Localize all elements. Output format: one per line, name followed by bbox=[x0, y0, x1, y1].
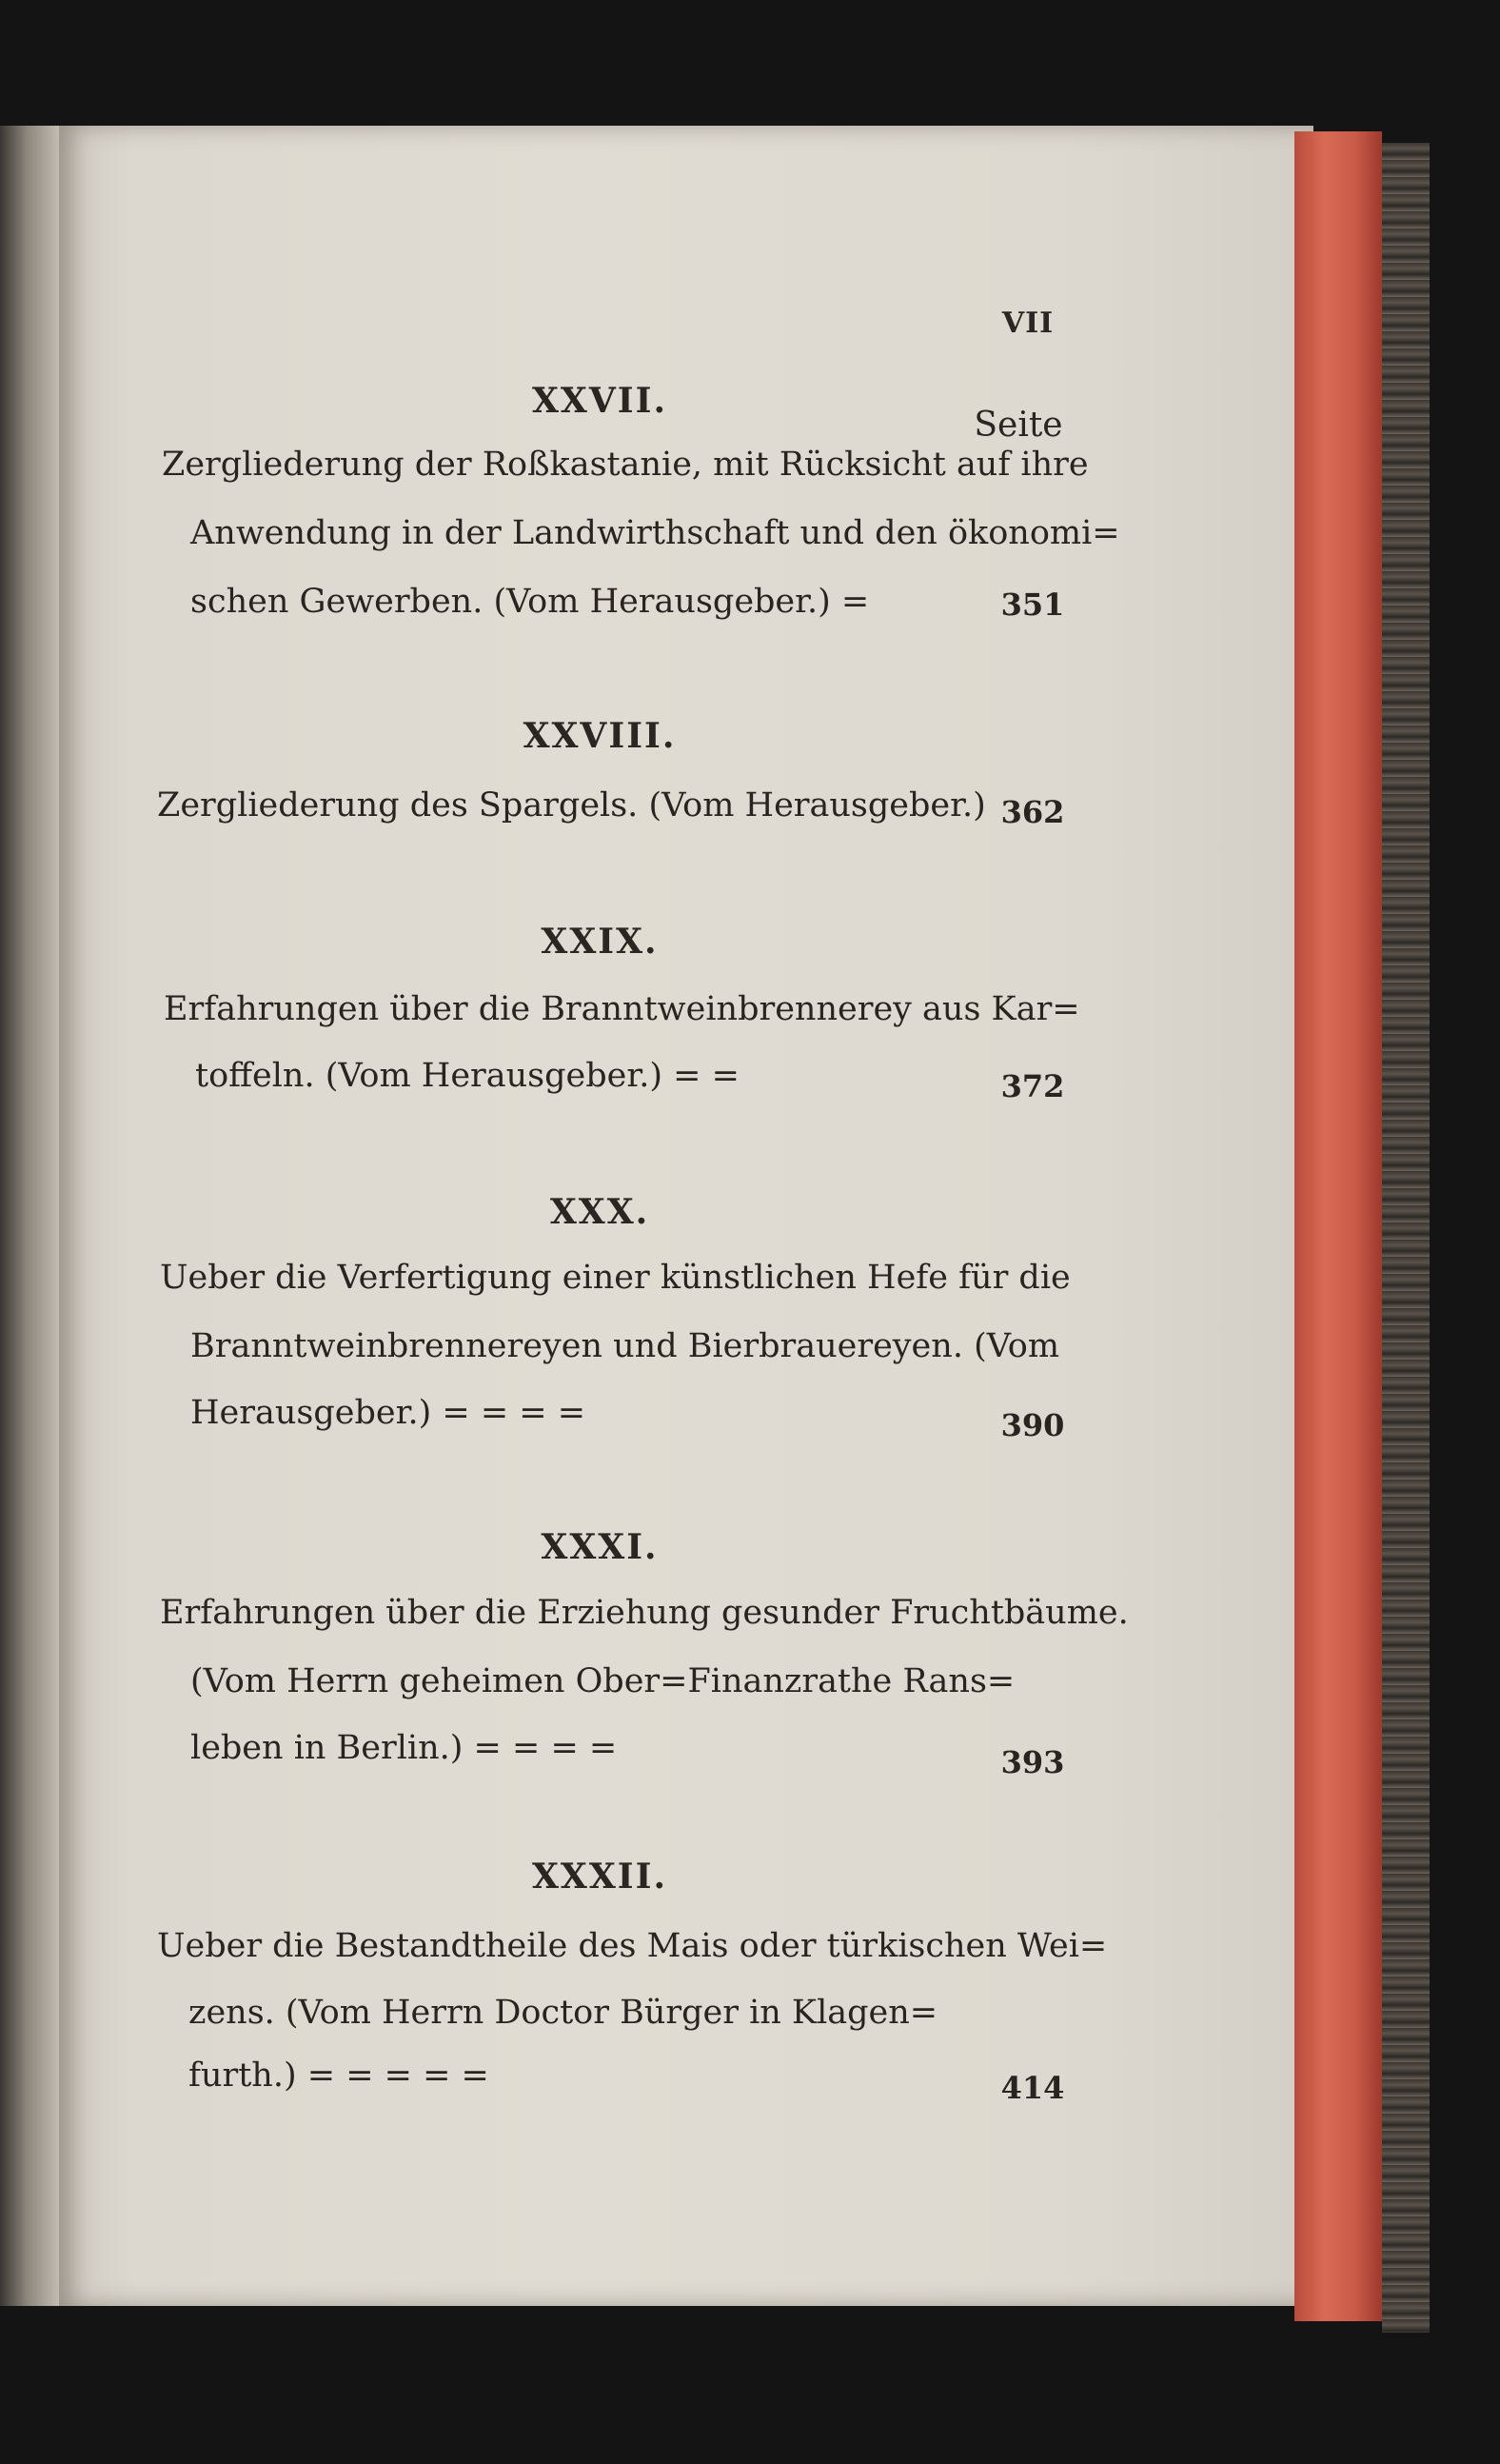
book-spine-shadow bbox=[0, 126, 59, 2306]
entry-page-number: 372 bbox=[1000, 1068, 1065, 1104]
page-column-label: Seite bbox=[974, 406, 1063, 445]
entry-page-number: 362 bbox=[1000, 794, 1065, 830]
entry-title-line: leben in Berlin.) = = = = bbox=[190, 1729, 618, 1767]
page-number: VII bbox=[1001, 307, 1055, 340]
entry-numeral: XXVIII. bbox=[523, 716, 677, 756]
entry-title-line: Zergliederung der Roßkastanie, mit Rücksicht auf ihre bbox=[162, 446, 1089, 484]
entry-numeral: XXIX. bbox=[541, 922, 659, 962]
entry-page-number: 393 bbox=[1000, 1744, 1065, 1780]
entry-title-line: Branntweinbrennereyen und Bierbrauereyen. (Vom bbox=[190, 1327, 1060, 1365]
entry-title-line: schen Gewerben. (Vom Herausgeber.) = bbox=[190, 583, 870, 621]
entry-numeral: XXX. bbox=[549, 1192, 650, 1232]
entry-title-line: (Vom Herrn geheimen Ober=Finanzrathe Rans= bbox=[190, 1662, 1016, 1700]
entry-numeral: XXVII. bbox=[531, 381, 667, 421]
entry-title-line: Herausgeber.) = = = = bbox=[190, 1394, 586, 1432]
entry-page-number: 390 bbox=[1000, 1407, 1065, 1443]
entry-page-number: 351 bbox=[1000, 586, 1065, 623]
book-cover-edge bbox=[1382, 143, 1430, 2333]
red-page-edges bbox=[1294, 131, 1382, 2321]
entry-title-line: Ueber die Verfertigung einer künstlichen Hefe für die bbox=[160, 1259, 1071, 1297]
entry-numeral: XXXII. bbox=[531, 1857, 667, 1897]
entry-title-line: Anwendung in der Landwirthschaft und den ökonomi= bbox=[190, 514, 1120, 552]
entry-title-line: toffeln. (Vom Herausgeber.) = = bbox=[195, 1057, 740, 1095]
entry-title-line: Erfahrungen über die Branntweinbrennerey aus Kar= bbox=[164, 990, 1080, 1028]
entry-title-line: Ueber die Bestandtheile des Mais oder türkischen Wei= bbox=[157, 1927, 1108, 1965]
entry-title-line: furth.) = = = = = bbox=[188, 2057, 489, 2095]
entry-title-line: Erfahrungen über die Erziehung gesunder Fruchtbäume. bbox=[160, 1594, 1129, 1632]
entry-title-line: zens. (Vom Herrn Doctor Bürger in Klagen= bbox=[188, 1994, 938, 2032]
entry-title-line: Zergliederung des Spargels. (Vom Herausgeber.) bbox=[157, 786, 986, 825]
entry-numeral: XXXI. bbox=[541, 1527, 659, 1567]
entry-page-number: 414 bbox=[1000, 2070, 1065, 2106]
